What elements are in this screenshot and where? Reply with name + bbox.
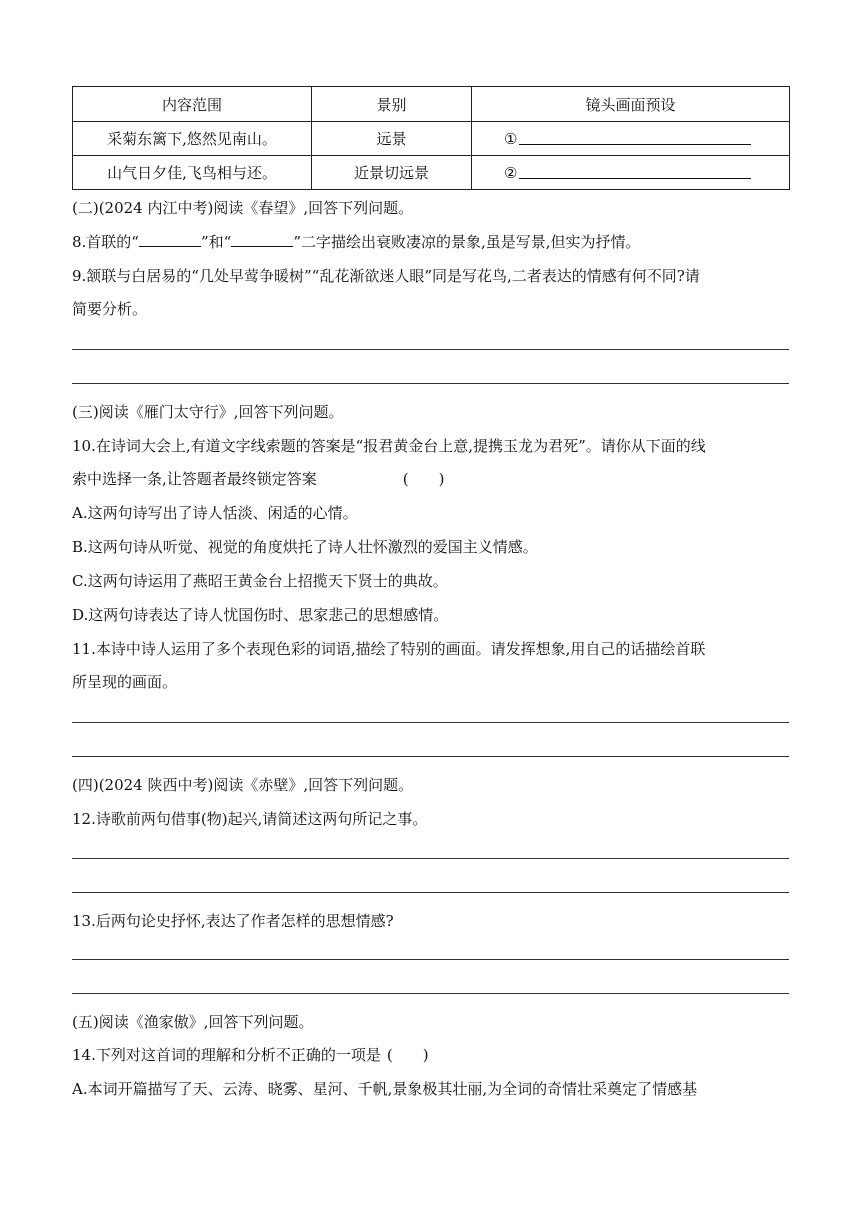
answer-line[interactable] — [72, 858, 789, 859]
question-9-line2: 简要分析。 — [72, 300, 148, 318]
question-13: 13.后两句论史抒怀,表达了作者怎样的思想情感? — [72, 912, 394, 930]
answer-cell[interactable] — [472, 156, 790, 190]
option-d: D.这两句诗表达了诗人忧国伤时、思家悲己的思想感情。 — [72, 606, 449, 624]
question-12: 12.诗歌前两句借事(物)起兴,请简述这两句所记之事。 — [72, 810, 428, 828]
answer-line[interactable] — [72, 383, 789, 384]
answer-line[interactable] — [72, 722, 789, 723]
option-a: A.本词开篇描写了天、云涛、晓雾、星河、千帆,景象极其壮丽,为全词的奇情壮采奠定了情感基 — [72, 1080, 698, 1098]
header-shot-type: 景别 — [312, 87, 472, 122]
section-heading: (四)(2024 陕西中考)阅读《赤壁》,回答下列问题。 — [72, 776, 414, 794]
question-9-line1: 9.颔联与白居易的“几处早莺争暖树”“乱花渐欲迷人眼”同是写花鸟,二者表达的情感有何不同?请 — [72, 267, 700, 285]
question-11-line2: 所呈现的画面。 — [72, 673, 178, 691]
answer-line[interactable] — [72, 349, 789, 350]
answer-line[interactable] — [72, 756, 789, 757]
table-row — [73, 156, 790, 190]
row-shot: 近景切远景 — [312, 156, 472, 190]
table-row — [73, 122, 790, 156]
answer-blank[interactable] — [519, 130, 751, 145]
option-b: B.这两句诗从听觉、视觉的角度烘托了诗人壮怀激烈的爱国主义情感。 — [72, 538, 538, 556]
question-11-line1: 11.本诗中诗人运用了多个表现色彩的词语,描绘了特别的画面。请发挥想象,用自己的话描绘首联 — [72, 640, 706, 658]
table-header-row — [73, 87, 790, 122]
option-c: C.这两句诗运用了燕昭王黄金台上招揽天下贤士的典故。 — [72, 572, 448, 590]
answer-blank[interactable] — [519, 164, 751, 179]
header-content-range: 内容范围 — [73, 87, 312, 122]
row-content: 采菊东篱下,悠然见南山。 — [73, 122, 312, 156]
section-heading: (二)(2024 内江中考)阅读《春望》,回答下列问题。 — [72, 199, 414, 217]
fill-blank[interactable] — [139, 232, 201, 247]
answer-parentheses[interactable]: ( ) — [386, 1046, 429, 1064]
answer-marker: ② — [504, 163, 518, 182]
fill-blank[interactable] — [231, 232, 293, 247]
question-10-line2: 索中选择一条,让答题者最终锁定答案 ( ) — [72, 470, 445, 488]
row-content: 山气日夕佳,飞鸟相与还。 — [73, 156, 312, 190]
answer-parentheses[interactable]: ( ) — [402, 470, 445, 488]
answer-line[interactable] — [72, 993, 789, 994]
row-shot: 远景 — [312, 122, 472, 156]
question-14: 14.下列对这首词的理解和分析不正确的一项是 ( ) — [72, 1046, 429, 1064]
header-shot-preset: 镜头画面预设 — [472, 87, 790, 122]
option-a: A.这两句诗写出了诗人恬淡、闲适的心情。 — [72, 504, 358, 522]
section-heading: (三)阅读《雁门太守行》,回答下列问题。 — [72, 403, 344, 421]
answer-cell[interactable] — [472, 122, 790, 156]
answer-marker: ① — [504, 129, 518, 148]
question-8: 8.首联的“ ”和“ ”二字描绘出衰败凄凉的景象,虽是写景,但实为抒情。 — [72, 233, 641, 251]
answer-line[interactable] — [72, 959, 789, 960]
shot-design-table — [72, 86, 790, 190]
question-10-line1: 10.在诗词大会上,有道文字线索题的答案是“报君黄金台上意,提携玉龙为君死”。请你从下面的线 — [72, 437, 706, 455]
section-heading: (五)阅读《渔家傲》,回答下列问题。 — [72, 1013, 314, 1031]
answer-line[interactable] — [72, 892, 789, 893]
